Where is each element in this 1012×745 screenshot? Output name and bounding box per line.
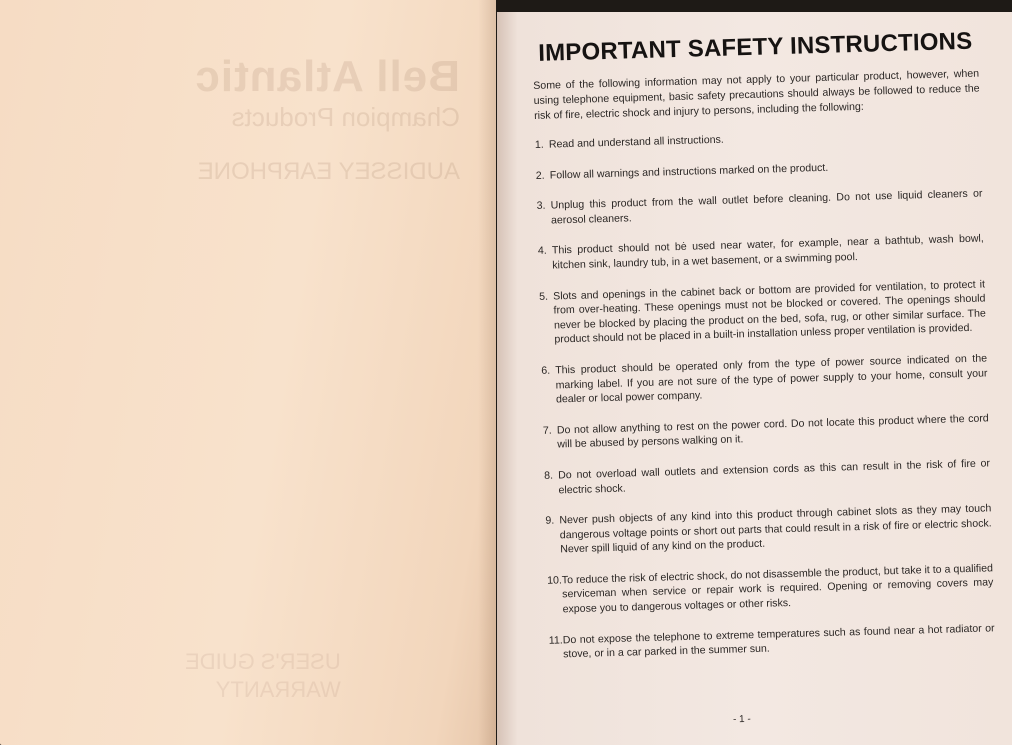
instruction-item xyxy=(536,187,983,229)
item-number: 10. xyxy=(546,574,562,587)
instruction-item xyxy=(543,411,990,453)
item-number: 4. xyxy=(537,245,547,258)
showthrough-line-3: AUDISSEY EARPHONE xyxy=(197,158,460,185)
showthrough-text xyxy=(130,52,460,187)
item-number: 1. xyxy=(534,138,544,151)
item-number: 8. xyxy=(544,469,554,482)
instruction-item xyxy=(547,561,994,617)
item-text: Do not overload wall outlets and extension cords as this can result in the risk of fire or electric shock. xyxy=(557,457,991,496)
showthrough-line-1: Bell Atlantic xyxy=(194,52,460,101)
instruction-item xyxy=(536,156,982,183)
showthrough-bottom xyxy=(185,648,341,704)
item-text: Do not expose the telephone to extreme temperatures such as found near a hot radiator or stove, or in a car parked in the summer sun. xyxy=(562,621,995,661)
item-text: Unplug this product from the wall outlet before cleaning. Do not use liquid cleaners or aerosol cleaners. xyxy=(550,187,983,227)
safety-instructions xyxy=(532,28,995,663)
instruction-item xyxy=(544,456,991,498)
item-text: To reduce the risk of electric shock, do not disassemble the product, but take it to a qualified serviceman when service or repair work is required. Opening or removing covers may expose you to dangerous voltages or other risks. xyxy=(561,562,994,616)
item-number: 9. xyxy=(545,514,555,527)
instruction-item xyxy=(539,277,986,348)
intro-paragraph: Some of the following information may not apply to your particular product, however, when using telephone equipment, basic safety precautions should always be followed to reduce the risk of fire, electric shock and injury to persons, including the following: xyxy=(533,67,980,122)
instruction-item xyxy=(545,501,992,557)
item-number: 3. xyxy=(536,199,546,213)
page-number: - 1 - xyxy=(732,713,751,726)
item-text: Read and understand all instructions. xyxy=(548,133,724,151)
page-title: IMPORTANT SAFETY INSTRUCTIONS xyxy=(537,27,973,67)
instruction-item xyxy=(538,232,985,274)
item-text: This product should not bė used near water, for example, near a bathtub, wash bowl, kitchen sink, laundry tub, in a wet basement, or a swimming pool. xyxy=(551,232,984,272)
left-page xyxy=(0,0,496,745)
item-text: Slots and openings in the cabinet back or bottom are provided for ventilation, to protect it from over-heating. These openings must not be blocked or covered. The openings should never be blocked by placing the product on the bed, sofa, rug, or other similar surface. The product should not be placed in a built-in installation unless proper ventilation is provided. xyxy=(552,278,986,346)
instruction-list xyxy=(535,126,995,663)
item-text: Follow all warnings and instructions marked on the product. xyxy=(549,161,829,182)
instruction-item xyxy=(535,126,981,153)
item-number: 5. xyxy=(538,290,549,303)
item-text: Do not allow anything to rest on the power cord. Do not locate this product where the cord will be abused by persons walking on it. xyxy=(556,412,989,451)
instruction-item xyxy=(541,351,988,407)
item-number: 2. xyxy=(535,169,545,182)
showthrough-line-2: Champion Products xyxy=(231,102,460,132)
showthrough-bottom-line-1: USER'S GUIDE xyxy=(185,649,341,674)
item-text: This product should be operated only from the type of power source indicated on the marking label. If you are not sure of the type of power supply to your home, consult your dealer or local power company. xyxy=(555,352,988,406)
item-number: 11. xyxy=(548,634,563,647)
item-number: 6. xyxy=(541,364,551,377)
item-number: 7. xyxy=(542,424,552,437)
item-text: Never push objects of any kind into this product through cabinet slots as they may touch dangerous voltage points or short out parts that could result in a risk of fire or electric shock. Never spill liquid of any kind on the product. xyxy=(559,502,992,556)
showthrough-bottom-line-2: WARRANTY xyxy=(215,677,341,702)
